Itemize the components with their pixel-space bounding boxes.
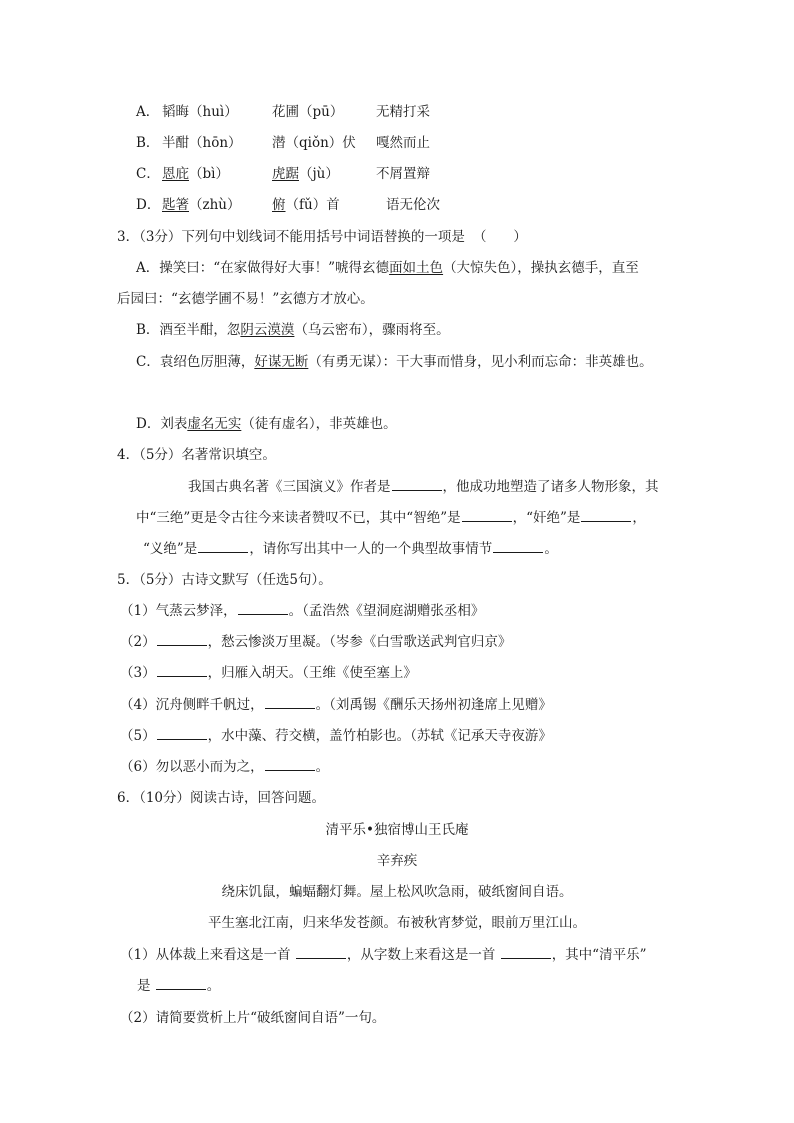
answer-blank[interactable] — [238, 601, 288, 615]
poem-line-1: 绕床饥鼠，蝙蝠翻灯舞。屋上松风吹急雨，破纸窗间自语。 — [221, 884, 573, 900]
answer-blank[interactable] — [501, 945, 551, 959]
q6-heading: 6．（10分）阅读古诗，回答问题。 — [117, 790, 326, 806]
option-word: 无精打采 — [376, 104, 430, 120]
answer-blank[interactable] — [198, 539, 248, 553]
q3-option-a-cont: 后园曰：“玄德学圃不易！”玄德方才放心。 — [117, 291, 374, 307]
q3-heading: 3．（3分）下列句中划线词不能用括号中词语替换的一项是 （ ） — [117, 229, 527, 245]
option-label: A． — [136, 104, 160, 120]
answer-blank[interactable] — [157, 726, 207, 740]
option-word: 半酣（hōn） — [162, 135, 242, 151]
answer-blank[interactable] — [581, 508, 631, 522]
q5-item-3: （3） ，归雁入胡天。（王维《使至塞上》 — [120, 665, 417, 681]
answer-blank[interactable] — [265, 695, 315, 709]
answer-blank[interactable] — [296, 945, 346, 959]
option-word: 潜（qiǒn）伏 — [272, 135, 356, 151]
q3-option-c: C．袁绍色厉胆薄，好谋无断（有勇无谋）：干大事而惜身，见小利而忘命：非英雄也。 — [136, 354, 653, 370]
q5-item-4: （4）沉舟侧畔千帆过， 。（刘禹锡《酬乐天扬州初逢席上见赠》 — [120, 697, 552, 713]
q4-line-2: 中“三绝”更是令古往今来读者赞叹不已，其中“智绝”是 ，“奸绝”是 ， — [136, 510, 646, 526]
q3-option-b: B．酒至半酣，忽阴云漠漠（乌云密布），骤雨将至。 — [136, 322, 450, 338]
option-word: 花圃（pū） — [272, 104, 344, 120]
q5-heading: 5．（5分）古诗文默写（任选5句）。 — [117, 572, 332, 588]
poem-line-2: 平生塞北江南，归来华发苍颜。布被秋宵梦觉，眼前万里江山。 — [208, 915, 586, 931]
poem-author: 辛弃疾 — [376, 853, 418, 869]
q5-item-2: （2） ，愁云惨淡万里凝。（岑参《白雪歌送武判官归京》 — [120, 634, 512, 650]
option-label: C． — [136, 166, 160, 182]
q6-sub-2: （2）请简要赏析上片“破纸窗间自语”一句。 — [120, 1010, 386, 1026]
q6-sub-1: （1）从体裁上来看这是一首 ，从字数上来看这是一首 ，其中“清平乐” — [120, 947, 647, 963]
q4-heading: 4．（5分）名著常识填空。 — [117, 447, 276, 463]
option-word: 嘎然而止 — [376, 135, 430, 151]
option-word: 语无伦次 — [386, 197, 440, 213]
answer-blank[interactable] — [392, 477, 442, 491]
option-word: 俯（fǔ）首 — [272, 197, 340, 213]
q3-option-d: D．刘表虚名无实（徒有虚名），非英雄也。 — [136, 416, 397, 432]
option-word: 匙箸（zhù） — [162, 197, 241, 213]
q3-option-a: A．操笑曰：“在家做得好大事！”唬得玄德面如土色（大惊失色），操执玄德手，直至 — [136, 260, 639, 276]
answer-blank[interactable] — [156, 976, 206, 990]
option-word: 虎踞（jù） — [272, 166, 339, 182]
answer-blank[interactable] — [157, 632, 207, 646]
answer-blank[interactable] — [157, 663, 207, 677]
option-word: 不屑置辩 — [376, 166, 430, 182]
answer-blank[interactable] — [493, 539, 543, 553]
option-label: D． — [136, 197, 161, 213]
q5-item-6: （6）勿以恶小而为之， 。 — [120, 759, 330, 775]
q6-sub-1-cont: 是 。 — [137, 978, 221, 994]
q4-line-1: 我国古典名著《三国演义》作者是 ，他成功地塑造了诸多人物形象，其 — [188, 479, 659, 495]
option-label: B． — [136, 135, 160, 151]
poem-title: 清平乐•独宿博山王氏庵 — [325, 822, 469, 838]
answer-blank[interactable] — [265, 757, 315, 771]
answer-paren: （ ） — [472, 229, 527, 245]
option-word: 恩庇（bì） — [162, 166, 229, 182]
option-word: 韬晦（huì） — [162, 104, 238, 120]
q4-line-3: “义绝”是 ，请你写出其中一人的一个典型故事情节 。 — [143, 541, 558, 557]
answer-blank[interactable] — [462, 508, 512, 522]
q5-item-1: （1）气蒸云梦泽， 。（孟浩然《望洞庭湖赠张丞相》 — [120, 603, 485, 619]
q5-item-5: （5） ，水中藻、荇交横，盖竹柏影也。（苏轼《记承天寺夜游》 — [120, 728, 552, 744]
